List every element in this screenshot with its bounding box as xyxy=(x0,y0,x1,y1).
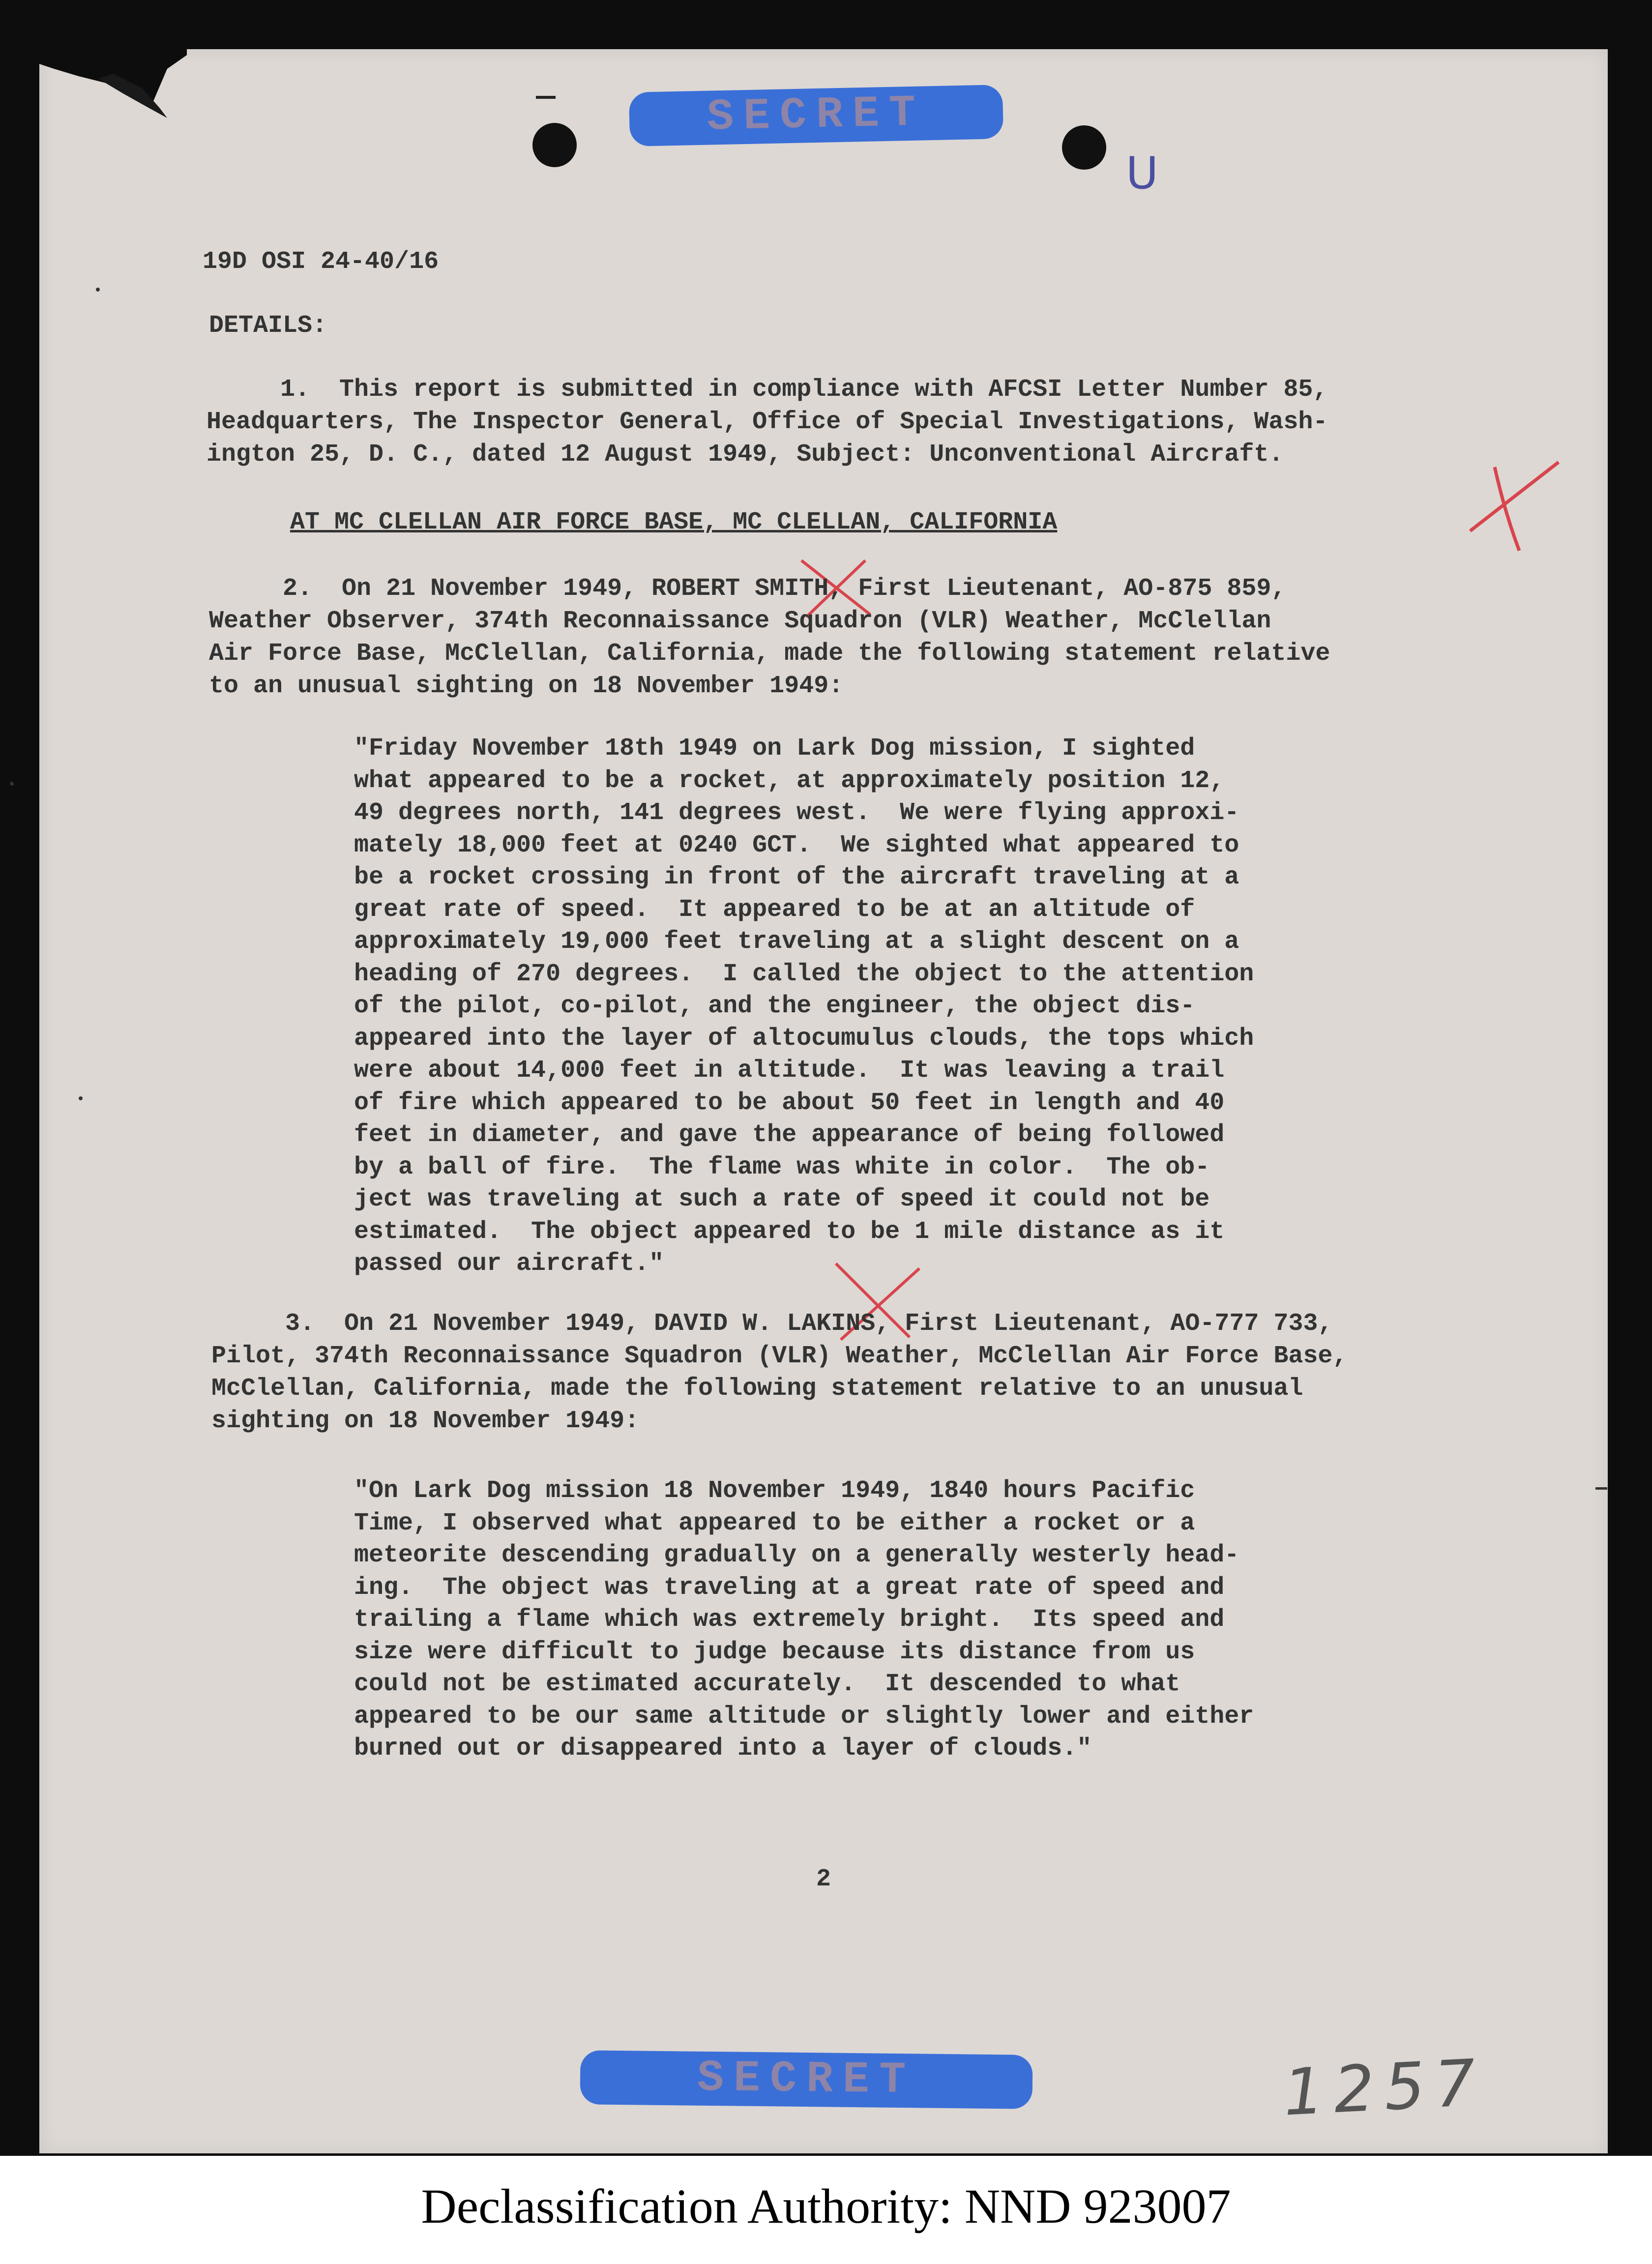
punch-hole-right xyxy=(1062,125,1106,170)
scan-speck xyxy=(10,782,14,786)
scan-speck xyxy=(1595,1487,1607,1490)
section-heading: AT MC CLELLAN AIR FORCE BASE, MC CLELLAN, CALIFORNIA xyxy=(290,508,1058,536)
scan-speck xyxy=(96,288,100,292)
paragraph-2: 2. On 21 November 1949, ROBERT SMITH, First Lieutenant, AO-875 859, Weather Observer, 374th Reconnaissance Squadron (VLR) Weather, McClellan Air Force Base, McClellan, California, made the following statement relative to an unusual sighting on 18 November 1949: xyxy=(209,575,1330,700)
classification-stamp-top: SECRET xyxy=(629,85,1003,147)
declassification-footer: Declassification Authority: NND 923007 xyxy=(421,2179,1231,2234)
paragraph-1: 1. This report is submitted in compliance with AFCSI Letter Number 85, Headquarters, The Inspector General, Office of Special Investigations, Wash- ington 25, D. C., dated 12 August 1949, Subject: Unconventional Aircraft. xyxy=(206,376,1328,469)
scan-speck xyxy=(79,1096,83,1100)
details-heading: DETAILS: xyxy=(209,312,327,340)
quoted-statement-2: "On Lark Dog mission 18 November 1949, 1840 hours Pacific Time, I observed what appeared to be either a rocket or a meteorite descending gradually on a generally westerly head- ing. The object was traveling at a great rate of speed and trailing a flame which was extremely bright. Its speed and size were difficult to judge because its distance from us could not be estimated accurately. It descended to what appeared to be our same altitude or slightly lower and either burned out or disappeared into a layer of clouds." xyxy=(354,1477,1254,1763)
handwritten-page-number: 1257 xyxy=(1281,2045,1487,2130)
punch-hole-left xyxy=(532,123,577,167)
page-number: 2 xyxy=(816,1865,831,1893)
torn-corner xyxy=(39,49,187,118)
paragraph-3: 3. On 21 November 1949, DAVID W. LAKINS, First Lieutenant, AO-777 733, Pilot, 374th Reconnaissance Squadron (VLR) Weather, McClellan Air Force Base, McClellan, California, made the following statement relative to an unusual sighting on 18 November 1949: xyxy=(211,1310,1348,1435)
punch-guide-mark xyxy=(536,96,556,99)
quoted-statement-1: "Friday November 18th 1949 on Lark Dog mission, I sighted what appeared to be a rocket, at approximately position 12, 49 degrees north, 141 degrees west. We were flying approxi- mately 18,000 feet at 0240 GCT. We sighted what appeared to be a rocket crossing in front of the aircraft traveling at a great rate of speed. It appeared to be at an altitude of approximately 19,000 feet traveling at a slight descent on a heading of 270 degrees. I called the object to the attention of the pilot, co-pilot, and the engineer, the object dis- appeared into the layer of altocumulus clouds, the tops which were about 14,000 feet in altitude. It was leaving a trail of fire which appeared to be about 50 feet in length and 40 feet in diameter, and gave the appearance of being followed by a ball of fire. The flame was white in color. The ob- ject was traveling at such a rate of speed it could not be estimated. The object appeared to be 1 mile distance as it passed our aircraft." xyxy=(354,735,1254,1278)
handwritten-u-mark: U xyxy=(1126,147,1158,199)
classification-stamp-bottom: SECRET xyxy=(580,2050,1032,2109)
red-x-mark-margin xyxy=(1460,457,1568,556)
file-reference: 19D OSI 24-40/16 xyxy=(203,248,439,276)
